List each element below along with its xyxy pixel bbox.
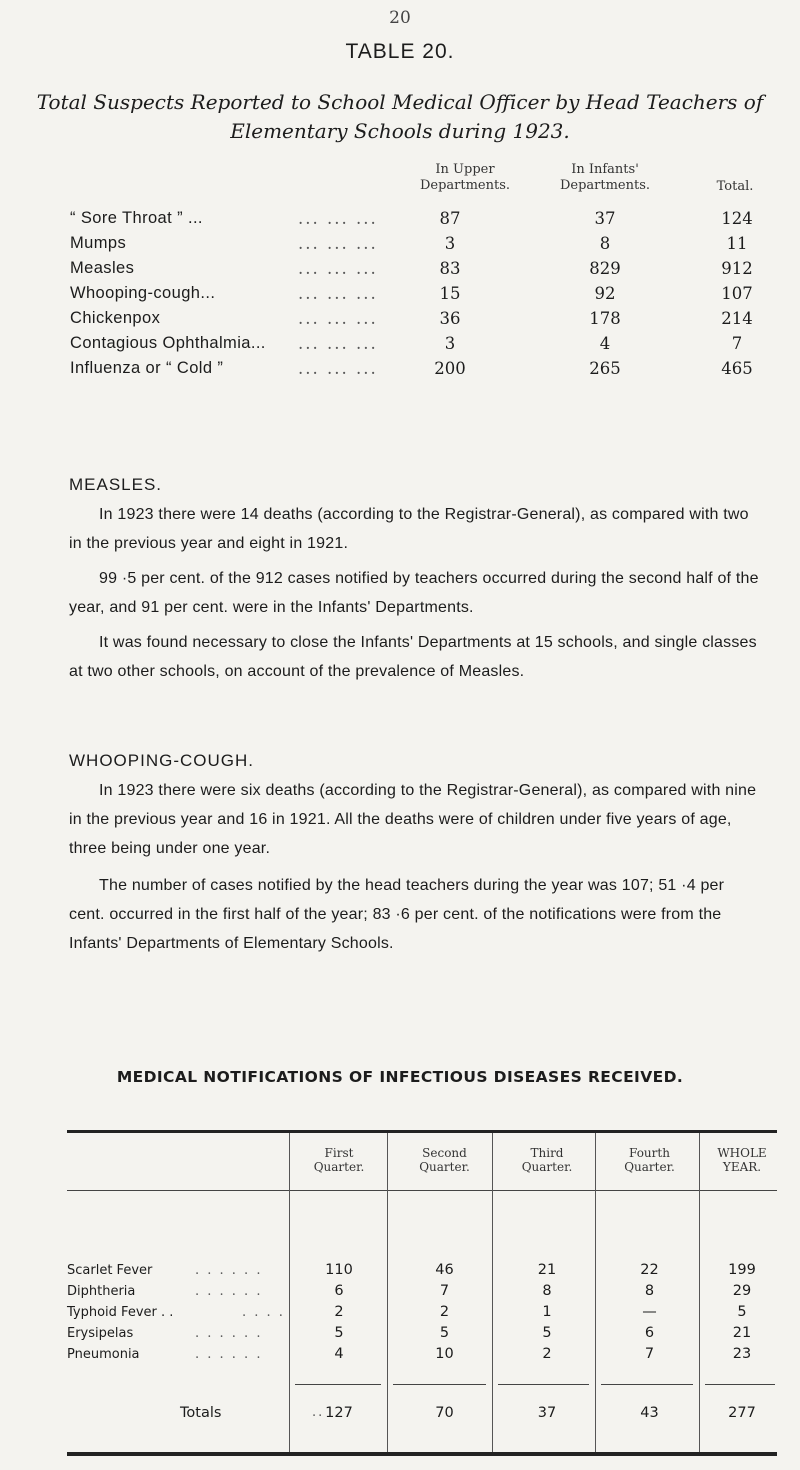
column-header-line1: Third <box>530 1146 564 1160</box>
suspects-row: Whooping-cough... ... ... ... 15 92 107 <box>70 281 770 306</box>
infants-count: 92 <box>594 284 616 303</box>
dot-leader: . . . . . . <box>195 1326 263 1341</box>
disease-label: Mumps <box>70 234 127 252</box>
whooping-cough-heading: WHOOPING-COUGH. <box>69 751 254 770</box>
dot-leader: . . . . . . <box>195 1263 263 1278</box>
column-header <box>295 1146 383 1174</box>
quarter-value: 110 <box>325 1262 353 1278</box>
quarter-value: 2 <box>334 1304 344 1320</box>
header-infants-line1: In Infants' <box>571 162 639 177</box>
header-total: Total. <box>716 179 754 194</box>
column-header-line1: Second <box>422 1146 467 1160</box>
infants-count: 8 <box>599 234 611 253</box>
page-number: 20 <box>389 8 411 28</box>
header-upper-departments <box>410 162 520 194</box>
column-header-line2: Quarter. <box>419 1160 470 1174</box>
suspects-row: Measles ... ... ... 83 829 912 <box>70 256 770 281</box>
disease-label: Chickenpox <box>70 309 161 327</box>
table-top-rule <box>67 1130 777 1133</box>
total-count: 214 <box>721 309 753 328</box>
measles-paragraph-1: In 1923 there were 14 deaths (according to the Registrar-General), as compared with two in the previous year and eight in 1921. <box>69 506 749 552</box>
totals-dot-leader: .. <box>312 1405 325 1420</box>
header-infants-departments <box>545 162 665 194</box>
quarter-value: 22 <box>640 1262 659 1278</box>
disease-label: Contagious Ophthalmia... <box>70 334 266 352</box>
column-header <box>707 1146 777 1174</box>
measles-paragraph-3: It was found necessary to close the Infants' Departments at 15 schools, and single classes at two other schools, on account of the prevalence of Measles. <box>69 634 757 680</box>
total-value: 37 <box>537 1405 557 1421</box>
infants-count: 178 <box>589 309 621 328</box>
upper-count: 87 <box>439 209 461 228</box>
notifications-table <box>67 1130 777 1470</box>
sum-rule <box>393 1384 486 1385</box>
dot-leader: . . . . <box>242 1305 285 1320</box>
column-header <box>602 1146 697 1174</box>
table-subtitle <box>0 88 800 146</box>
quarter-value: 29 <box>732 1283 752 1299</box>
disease-label: “ Sore Throat ” ... <box>70 209 203 227</box>
upper-count: 36 <box>439 309 461 328</box>
infants-count: 265 <box>589 359 621 378</box>
suspects-row: Influenza or “ Cold ” ... ... ... 200 265 465 <box>70 356 770 381</box>
disease-label: Whooping-cough... <box>70 284 216 302</box>
infants-count: 829 <box>589 259 621 278</box>
quarter-value: — <box>642 1304 657 1320</box>
column-header-line1: First <box>324 1146 354 1160</box>
quarter-value: 7 <box>439 1283 450 1299</box>
measles-paragraph-2: 99 ·5 per cent. of the 912 cases notified by teachers occurred during the second half of the year, and 91 per cent. were in the Infants' Departments. <box>69 570 759 616</box>
quarter-value: 5 <box>542 1325 552 1341</box>
column-header <box>502 1146 592 1174</box>
quarter-value: 5 <box>737 1304 747 1320</box>
disease-label: Influenza or “ Cold ” <box>70 359 224 377</box>
column-header-line2: YEAR. <box>722 1160 762 1174</box>
quarter-value: 7 <box>644 1346 655 1362</box>
total-count: 107 <box>721 284 753 303</box>
upper-count: 200 <box>434 359 466 378</box>
column-header-line2: Quarter. <box>313 1160 365 1174</box>
total-value: 43 <box>640 1405 659 1421</box>
total-value: 277 <box>728 1405 756 1421</box>
subtitle-line-2: Elementary Schools during 1923. <box>230 119 570 143</box>
disease-label: Diphtheria <box>67 1284 136 1299</box>
quarter-value: 2 <box>542 1346 552 1362</box>
quarter-value: 21 <box>537 1262 557 1278</box>
disease-label: Erysipelas <box>67 1326 134 1341</box>
notifications-title: MEDICAL NOTIFICATIONS OF INFECTIOUS DISEASES RECEIVED. <box>116 1068 684 1086</box>
quarter-value: 6 <box>644 1325 655 1341</box>
column-header-line2: Quarter. <box>624 1160 675 1174</box>
table-header-rule <box>67 1190 777 1191</box>
total-count: 11 <box>726 234 748 253</box>
measles-heading: MEASLES. <box>69 475 163 494</box>
dot-leader: . . . . . . <box>195 1284 263 1299</box>
suspects-row: Mumps ... ... ... 3 8 11 <box>70 231 770 256</box>
totals-row <box>67 1400 777 1426</box>
suspects-table <box>70 162 770 381</box>
header-infants-line2: Departments. <box>559 178 651 193</box>
column-header <box>397 1146 492 1174</box>
header-upper-line2: Departments. <box>419 178 511 193</box>
upper-count: 83 <box>439 259 461 278</box>
quarter-value: 6 <box>334 1283 344 1299</box>
quarter-value: 8 <box>644 1283 655 1299</box>
suspects-row: Chickenpox ... ... ... 36 178 214 <box>70 306 770 331</box>
quarter-value: 5 <box>439 1325 450 1341</box>
column-header-line1: WHOLE <box>717 1146 767 1160</box>
quarter-value: 1 <box>542 1304 552 1320</box>
table-bottom-rule <box>67 1452 777 1456</box>
column-header-line2: Quarter. <box>521 1160 573 1174</box>
total-count: 912 <box>721 259 753 278</box>
quarter-value: 199 <box>728 1262 756 1278</box>
dot-leader: . . . . . . <box>195 1347 263 1362</box>
disease-label: Measles <box>70 259 135 277</box>
quarter-value: 5 <box>334 1325 344 1341</box>
header-upper-line1: In Upper <box>435 162 495 177</box>
infants-count: 4 <box>599 334 611 353</box>
quarter-value: 4 <box>334 1346 344 1362</box>
suspects-row: “ Sore Throat ” ... ... ... ... 87 37 124 <box>70 206 770 231</box>
quarter-value: 10 <box>435 1346 454 1362</box>
whooping-cough-paragraph-1: In 1923 there were six deaths (according to the Registrar-General), as compared with nine in the previous year and 16 in 1921. All the deaths were of children under five years of age, three being under one year. <box>69 782 757 857</box>
total-value: 70 <box>435 1405 454 1421</box>
sum-rule <box>705 1384 775 1385</box>
upper-count: 3 <box>444 334 456 353</box>
notification-row <box>67 1323 777 1344</box>
quarter-value: 21 <box>732 1325 752 1341</box>
quarter-value: 23 <box>732 1346 752 1362</box>
disease-label: Typhoid Fever . . <box>67 1305 174 1320</box>
sum-rule <box>295 1384 381 1385</box>
sum-rule <box>601 1384 693 1385</box>
table-title: TABLE 20. <box>345 40 455 63</box>
column-header-line1: Fourth <box>629 1146 670 1160</box>
total-count: 7 <box>731 334 743 353</box>
notification-row <box>67 1260 777 1281</box>
totals-label: Totals <box>180 1405 222 1421</box>
upper-count: 15 <box>439 284 461 303</box>
total-count: 124 <box>721 209 753 228</box>
suspects-table-body <box>70 206 770 381</box>
notification-row <box>67 1302 777 1323</box>
notification-row <box>67 1281 777 1302</box>
quarter-value: 8 <box>542 1283 552 1299</box>
sum-rule <box>498 1384 589 1385</box>
suspects-table-header <box>70 162 770 206</box>
infants-count: 37 <box>594 209 616 228</box>
quarter-value: 2 <box>439 1304 450 1320</box>
subtitle-line-1: Total Suspects Reported to School Medical Officer by Head Teachers of <box>36 90 764 114</box>
disease-label: Pneumonia <box>67 1347 140 1362</box>
notification-row <box>67 1344 777 1365</box>
disease-label: Scarlet Fever <box>67 1263 153 1278</box>
total-count: 465 <box>721 359 753 378</box>
quarter-value: 46 <box>435 1262 454 1278</box>
suspects-row: Contagious Ophthalmia... ... ... ... 3 4 7 <box>70 331 770 356</box>
whooping-cough-paragraph-2: The number of cases notified by the head teachers during the year was 107; 51 ·4 per cent. occurred in the first half of the year; 83 ·6 per cent. of the notifications were from the Infants' Departments of Elementary Schools. <box>69 877 725 952</box>
upper-count: 3 <box>444 234 456 253</box>
total-value: 127 <box>325 1405 353 1421</box>
